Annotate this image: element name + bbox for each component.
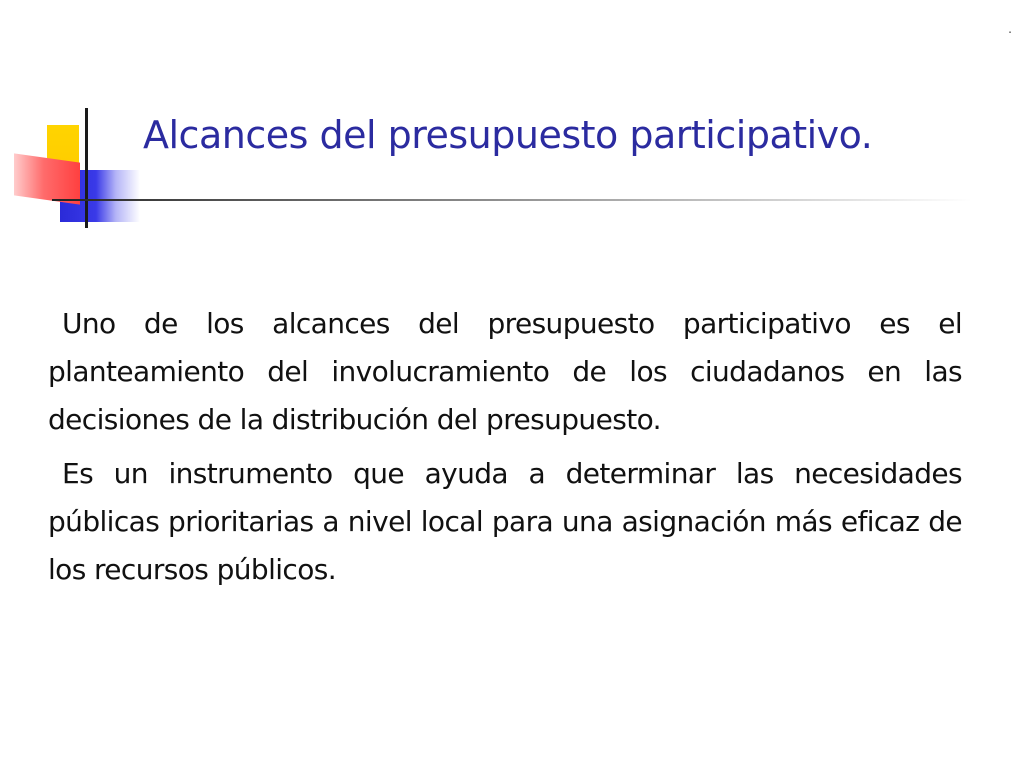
- decorative-red-square: [14, 153, 80, 204]
- corner-mark: .: [1008, 22, 1012, 36]
- slide-title: Alcances del presupuesto participativo.: [143, 113, 873, 157]
- decorative-vertical-line: [85, 108, 88, 228]
- slide-body: [48, 300, 962, 600]
- body-paragraph-1: Uno de los alcances del presupuesto participativo es el planteamiento del involucramiento de los ciudadanos en las decisiones de la distribución del presupuesto.: [48, 307, 962, 436]
- title-underline-divider: [52, 199, 972, 201]
- body-paragraph-2: Es un instrumento que ayuda a determinar las necesidades públicas prioritarias a nivel local para una asignación más eficaz de los recursos públicos.: [48, 457, 962, 586]
